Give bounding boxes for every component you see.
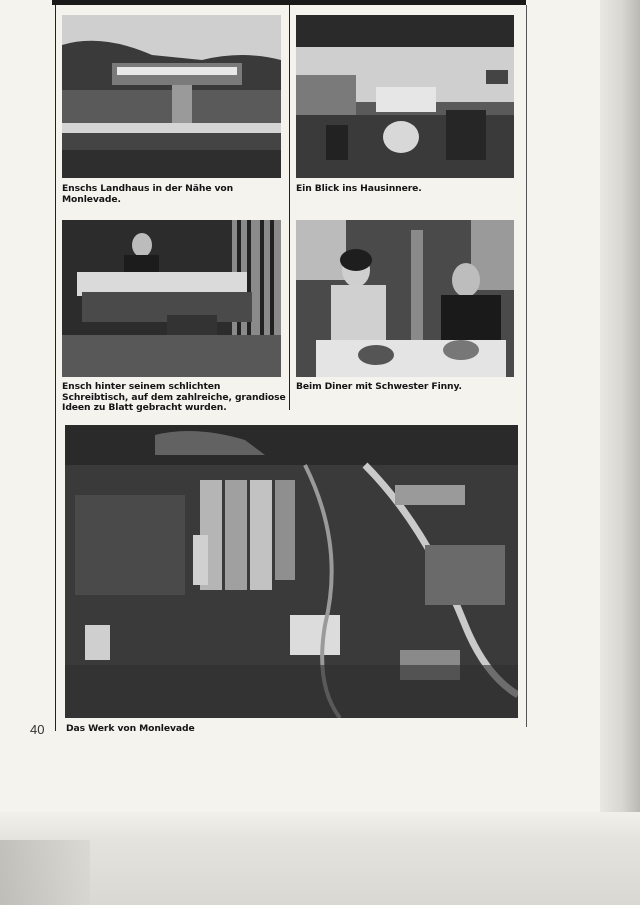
caption-werk: Das Werk von Monlevade xyxy=(66,723,195,734)
photo-hausinnere xyxy=(296,15,514,178)
photo-diner-image xyxy=(296,220,514,377)
photo-werk xyxy=(65,425,518,718)
caption-hausinnere: Ein Blick ins Hausinnere. xyxy=(296,183,422,194)
center-column-rule xyxy=(289,5,290,410)
photo-werk-image xyxy=(65,425,518,718)
photo-schreibtisch-image xyxy=(62,220,281,377)
caption-schreibtisch: Ensch hinter seinem schlichten Schreibtisch, auf dem zahlreiche, grandiose Ideen zu Blatt gebracht wurden. xyxy=(62,381,286,413)
photo-hausinnere-image xyxy=(296,15,514,178)
photo-diner xyxy=(296,220,514,377)
right-column-rule xyxy=(526,5,527,727)
left-column-rule xyxy=(55,5,56,731)
page-bottom-margin xyxy=(0,812,640,905)
caption-diner: Beim Diner mit Schwester Finny. xyxy=(296,381,462,392)
page-bottom-shadow xyxy=(0,840,90,905)
page-edge-right xyxy=(600,0,640,840)
photo-landhaus-image xyxy=(62,15,281,178)
caption-landhaus: Enschs Landhaus in der Nähe von Monlevade. xyxy=(62,183,234,205)
page-number: 40 xyxy=(30,722,45,737)
photo-schreibtisch xyxy=(62,220,281,377)
photo-landhaus xyxy=(62,15,281,178)
